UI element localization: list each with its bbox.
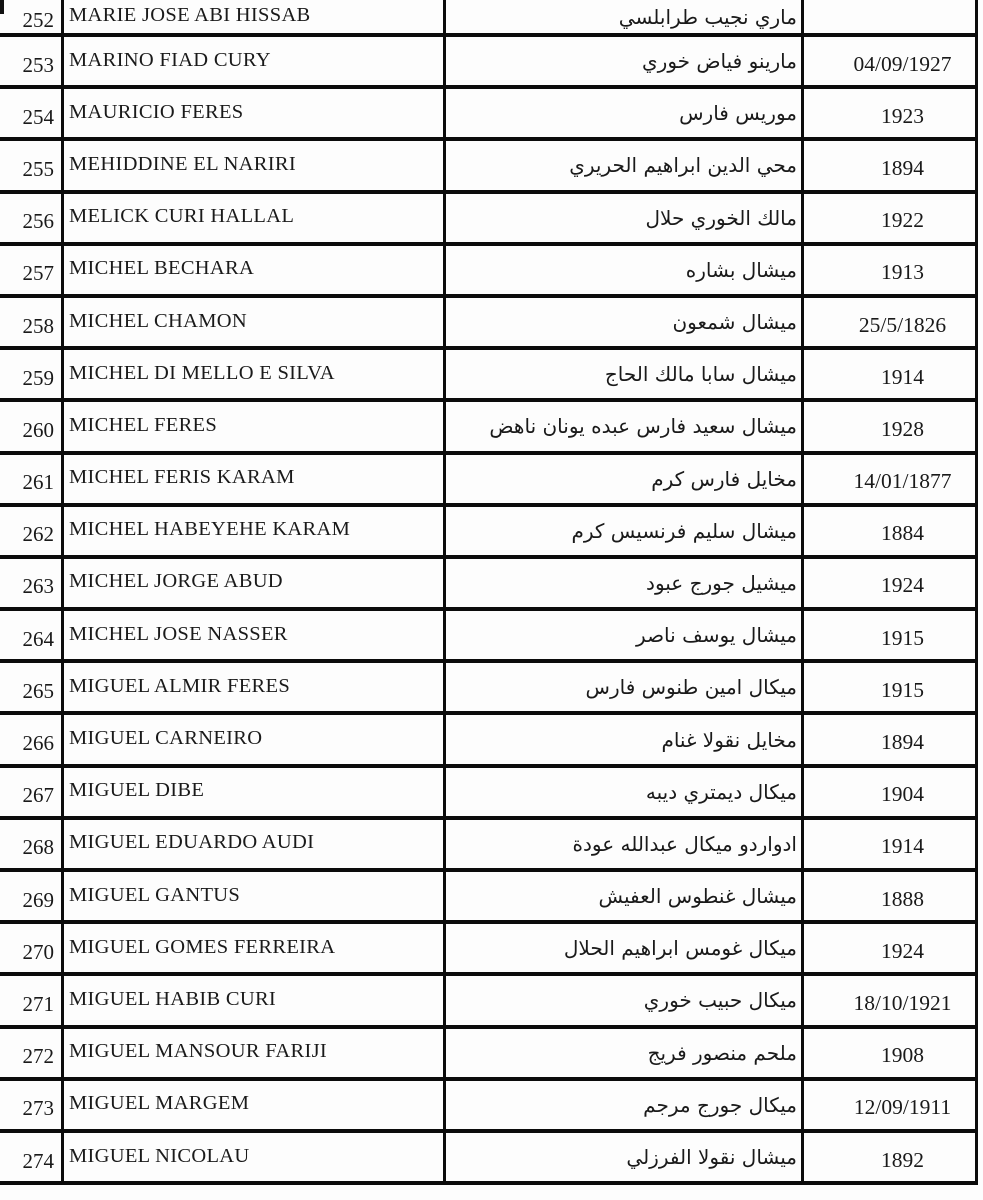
arabic-name-cell	[446, 1133, 804, 1181]
row-number-cell	[0, 663, 64, 711]
row-number-cell	[0, 350, 64, 398]
table-row	[0, 507, 978, 559]
row-number-cell	[0, 1029, 64, 1077]
latin-name: MIGUEL GOMES FERREIRA	[69, 935, 336, 958]
arabic-name-cell	[446, 976, 804, 1024]
table-row	[0, 246, 978, 298]
latin-name: MEHIDDINE EL NARIRI	[69, 152, 296, 175]
table-row	[0, 1029, 978, 1081]
arabic-name: ميشال سعيد فارس عبده يونان ناهض	[489, 414, 797, 439]
latin-name: MIGUEL DIBE	[69, 779, 205, 802]
arabic-name: ملحم منصور فريج	[647, 1040, 797, 1065]
latin-name: MARIE JOSE ABI HISSAB	[69, 4, 311, 26]
date-value: 1928	[881, 416, 924, 441]
row-number-cell	[0, 976, 64, 1024]
date-cell	[804, 1133, 978, 1181]
latin-name: MICHEL JORGE ABUD	[69, 570, 283, 593]
arabic-name: مخايل نقولا غنام	[661, 727, 797, 752]
latin-name-cell	[64, 820, 446, 868]
latin-name-cell	[64, 37, 446, 85]
date-cell	[804, 194, 978, 242]
table-row	[0, 141, 978, 193]
row-number-cell	[0, 1081, 64, 1129]
table-row	[0, 924, 978, 976]
row-number: 266	[22, 731, 54, 756]
latin-name: MIGUEL GANTUS	[69, 883, 241, 906]
arabic-name: ميكال حبيب خوري	[643, 988, 797, 1013]
row-number-cell	[0, 507, 64, 555]
latin-name-cell	[64, 559, 446, 607]
row-number-cell	[0, 298, 64, 346]
date-value: 1915	[881, 625, 924, 650]
arabic-name-cell	[446, 663, 804, 711]
date-value: 1922	[881, 208, 924, 233]
row-number-cell	[0, 872, 64, 920]
date-cell	[804, 402, 978, 450]
arabic-name-cell	[446, 89, 804, 137]
date-cell	[804, 1029, 978, 1077]
date-value: 1913	[881, 260, 924, 285]
date-value: 1894	[881, 155, 924, 180]
table-row	[0, 820, 978, 872]
row-number-cell	[0, 768, 64, 816]
latin-name: MIGUEL HABIB CURI	[69, 987, 277, 1010]
date-cell	[804, 298, 978, 346]
row-number: 272	[22, 1044, 54, 1069]
table-row	[0, 1133, 978, 1185]
date-value: 04/09/1927	[853, 51, 952, 76]
latin-name: MIGUEL MANSOUR FARIJI	[69, 1040, 328, 1063]
row-number: 256	[22, 209, 54, 234]
latin-name: MAURICIO FERES	[69, 100, 244, 123]
date-cell	[804, 89, 978, 137]
date-value: 1892	[881, 1147, 924, 1172]
date-value: 1924	[881, 938, 924, 963]
arabic-name-cell	[446, 768, 804, 816]
arabic-name-cell	[446, 1081, 804, 1129]
date-cell	[804, 1081, 978, 1129]
latin-name-cell	[64, 1133, 446, 1181]
table-row	[0, 1081, 978, 1133]
latin-name-cell	[64, 0, 446, 33]
latin-name-cell	[64, 455, 446, 503]
arabic-name: ميكال ديمتري ديبه	[645, 779, 797, 804]
row-number: 268	[22, 835, 54, 860]
date-value: 1914	[881, 364, 924, 389]
row-number: 254	[22, 104, 54, 129]
latin-name: MICHEL FERES	[69, 413, 218, 436]
latin-name-cell	[64, 507, 446, 555]
row-number-cell	[0, 37, 64, 85]
row-number-cell	[0, 820, 64, 868]
latin-name-cell	[64, 768, 446, 816]
date-cell	[804, 507, 978, 555]
date-value: 14/01/1877	[853, 469, 952, 494]
row-number-cell	[0, 194, 64, 242]
arabic-name: ميشيل جورج عبود	[646, 570, 797, 595]
row-number: 260	[22, 417, 54, 442]
latin-name-cell	[64, 715, 446, 763]
date-value: 1904	[881, 782, 924, 807]
row-number: 271	[22, 991, 54, 1016]
arabic-name: ميشال سليم فرنسيس كرم	[571, 518, 797, 543]
arabic-name-cell	[446, 298, 804, 346]
row-number-cell	[0, 559, 64, 607]
table-row	[0, 298, 978, 350]
arabic-name: ميشال يوسف ناصر	[636, 623, 797, 648]
arabic-name: مخايل فارس كرم	[651, 466, 797, 491]
arabic-name-cell	[446, 194, 804, 242]
row-number-cell	[0, 924, 64, 972]
latin-name-cell	[64, 611, 446, 659]
arabic-name: ميكال امين طنوس فارس	[585, 675, 797, 700]
row-number-cell	[0, 611, 64, 659]
arabic-name: موريس فارس	[679, 101, 797, 126]
arabic-name-cell	[446, 246, 804, 294]
arabic-name: ميشال بشاره	[685, 257, 797, 282]
date-cell	[804, 0, 978, 33]
latin-name-cell	[64, 194, 446, 242]
date-cell	[804, 455, 978, 503]
table-row	[0, 976, 978, 1028]
arabic-name-cell	[446, 872, 804, 920]
date-value: 1894	[881, 730, 924, 755]
row-number-cell	[0, 715, 64, 763]
date-value: 1914	[881, 834, 924, 859]
table-row	[0, 611, 978, 663]
arabic-name: ميشال شمعون	[672, 310, 797, 335]
row-number: 263	[22, 574, 54, 599]
date-cell	[804, 768, 978, 816]
latin-name: MICHEL CHAMON	[69, 309, 247, 332]
date-value: 1884	[881, 521, 924, 546]
latin-name: MICHEL FERIS KARAM	[69, 466, 295, 489]
row-number-cell	[0, 402, 64, 450]
row-number: 264	[22, 626, 54, 651]
row-number: 265	[22, 678, 54, 703]
arabic-name: مارينو فياض خوري	[642, 49, 797, 74]
date-cell	[804, 663, 978, 711]
arabic-name-cell	[446, 350, 804, 398]
date-cell	[804, 976, 978, 1024]
table-row	[0, 715, 978, 767]
arabic-name-cell	[446, 1029, 804, 1077]
latin-name: MELICK CURI HALLAL	[69, 205, 295, 228]
table-row	[0, 402, 978, 454]
table-row	[0, 872, 978, 924]
table-row	[0, 0, 978, 37]
arabic-name-cell	[446, 611, 804, 659]
latin-name-cell	[64, 350, 446, 398]
row-number: 258	[22, 313, 54, 338]
arabic-name: ميكال غومس ابراهيم الحلال	[563, 936, 797, 961]
row-number-cell	[0, 246, 64, 294]
arabic-name-cell	[446, 715, 804, 763]
arabic-name-cell	[446, 141, 804, 189]
date-cell	[804, 715, 978, 763]
row-number: 273	[22, 1096, 54, 1121]
arabic-name: محي الدين ابراهيم الحريري	[569, 153, 797, 178]
table-row	[0, 559, 978, 611]
arabic-name-cell	[446, 0, 804, 33]
row-number-cell	[0, 1133, 64, 1181]
latin-name-cell	[64, 1029, 446, 1077]
latin-name: MARINO FIAD CURY	[69, 48, 271, 71]
latin-name: MIGUEL EDUARDO AUDI	[69, 831, 315, 854]
latin-name: MIGUEL NICOLAU	[69, 1144, 250, 1167]
row-number: 267	[22, 783, 54, 808]
latin-name-cell	[64, 976, 446, 1024]
row-number: 252	[22, 8, 54, 32]
row-number: 261	[22, 470, 54, 495]
arabic-name: ميشال سابا مالك الحاج	[604, 362, 797, 387]
latin-name: MIGUEL ALMIR FERES	[69, 674, 291, 697]
date-value: 18/10/1921	[853, 990, 952, 1015]
latin-name: MICHEL JOSE NASSER	[69, 622, 288, 645]
table-row	[0, 89, 978, 141]
latin-name: MIGUEL MARGEM	[69, 1092, 250, 1115]
date-cell	[804, 350, 978, 398]
latin-name-cell	[64, 663, 446, 711]
arabic-name-cell	[446, 559, 804, 607]
arabic-name: ادواردو ميكال عبدالله عودة	[572, 831, 797, 856]
latin-name: MICHEL BECHARA	[69, 257, 255, 280]
row-number: 253	[22, 52, 54, 77]
latin-name: MIGUEL CARNEIRO	[69, 727, 263, 750]
date-cell	[804, 611, 978, 659]
latin-name-cell	[64, 141, 446, 189]
latin-name-cell	[64, 1081, 446, 1129]
date-value: 1923	[881, 103, 924, 128]
latin-name-cell	[64, 402, 446, 450]
table-row	[0, 194, 978, 246]
table-row	[0, 455, 978, 507]
table-row	[0, 350, 978, 402]
row-number-cell	[0, 141, 64, 189]
date-cell	[804, 872, 978, 920]
row-number: 255	[22, 156, 54, 181]
latin-name-cell	[64, 872, 446, 920]
table-row	[0, 768, 978, 820]
date-value: 1924	[881, 573, 924, 598]
date-value: 1908	[881, 1043, 924, 1068]
row-number-cell	[0, 455, 64, 503]
date-value: 12/09/1911	[853, 1095, 952, 1120]
date-cell	[804, 559, 978, 607]
date-cell	[804, 246, 978, 294]
latin-name-cell	[64, 298, 446, 346]
latin-name: MICHEL DI MELLO E SILVA	[69, 361, 335, 384]
date-cell	[804, 37, 978, 85]
row-number: 262	[22, 522, 54, 547]
table-row	[0, 37, 978, 89]
arabic-name: ميشال غنطوس العفيش	[598, 884, 797, 909]
date-value: 1888	[881, 886, 924, 911]
arabic-name: مالك الخوري حلال	[645, 205, 797, 230]
date-value: 1915	[881, 677, 924, 702]
latin-name-cell	[64, 924, 446, 972]
table-row	[0, 663, 978, 715]
latin-name-cell	[64, 89, 446, 137]
arabic-name-cell	[446, 820, 804, 868]
latin-name: MICHEL HABEYEHE KARAM	[69, 518, 351, 541]
row-number: 269	[22, 887, 54, 912]
arabic-name: ميكال جورج مرجم	[643, 1092, 797, 1117]
arabic-name: ماري نجيب طرابلسي	[618, 4, 797, 29]
latin-name-cell	[64, 246, 446, 294]
arabic-name-cell	[446, 924, 804, 972]
arabic-name-cell	[446, 37, 804, 85]
arabic-name: ميشال نقولا الفرزلي	[626, 1145, 797, 1170]
row-number: 274	[22, 1148, 54, 1173]
date-cell	[804, 141, 978, 189]
row-number-cell	[0, 0, 64, 33]
date-cell	[804, 924, 978, 972]
date-cell	[804, 820, 978, 868]
date-value: 25/5/1826	[858, 312, 947, 337]
row-number: 257	[22, 261, 54, 286]
row-number: 259	[22, 365, 54, 390]
arabic-name-cell	[446, 507, 804, 555]
arabic-name-cell	[446, 402, 804, 450]
row-number: 270	[22, 939, 54, 964]
arabic-name-cell	[446, 455, 804, 503]
row-number-cell	[0, 89, 64, 137]
